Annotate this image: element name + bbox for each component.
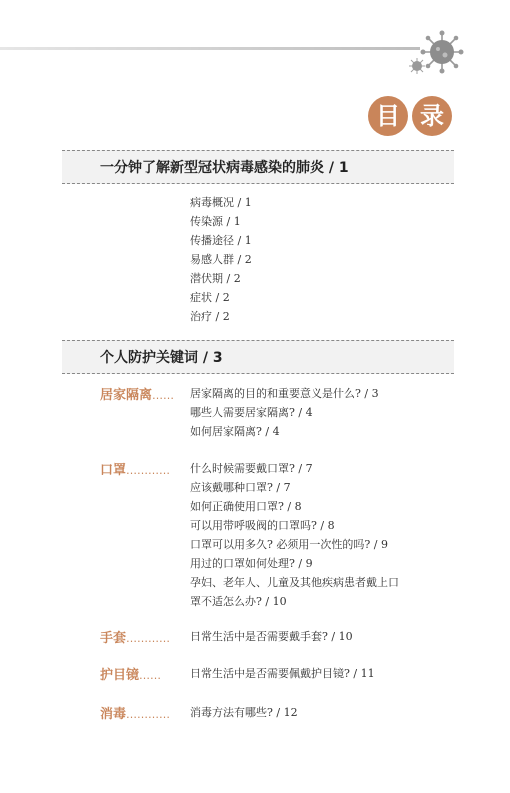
- title-char-1: 目: [368, 96, 408, 136]
- toc-item: 用过的口罩如何处理? / 9: [190, 557, 313, 570]
- topic-label-mask: [100, 459, 170, 478]
- top-divider-line: [0, 47, 420, 50]
- home-isolation-list: [190, 384, 379, 441]
- toc-item: 应该戴哪种口罩? / 7: [190, 481, 291, 494]
- leader-dots: …………: [126, 632, 171, 645]
- toc-item: 可以用带呼吸阀的口罩吗? / 8: [190, 519, 335, 532]
- title-char-2: 录: [412, 96, 452, 136]
- mask-list: [190, 459, 399, 611]
- toc-item: 传播途径 / 1: [190, 234, 252, 247]
- topic-label-text: 手套: [100, 631, 127, 646]
- toc-item: 潜伏期 / 2: [190, 272, 241, 285]
- toc-item: 居家隔离的目的和重要意义是什么? / 3: [190, 387, 379, 400]
- toc-item: 治疗 / 2: [190, 310, 230, 323]
- topic-label-gloves: [100, 627, 170, 646]
- toc-item: 传染源 / 1: [190, 215, 241, 228]
- leader-dots: …………: [126, 708, 171, 721]
- toc-item: 如何居家隔离? / 4: [190, 425, 280, 438]
- topic-label-text: 消毒: [100, 707, 127, 722]
- topic-label-text: 护目镜: [100, 668, 140, 683]
- page-title: [368, 96, 452, 136]
- gloves-list: [190, 627, 353, 646]
- toc-item: 罩不适怎么办? / 10: [190, 595, 287, 608]
- leader-dots: ……: [152, 389, 175, 402]
- toc-item: 易感人群 / 2: [190, 253, 252, 266]
- goggles-list: [190, 664, 375, 683]
- leader-dots: …………: [126, 464, 171, 477]
- toc-item: 什么时候需要戴口罩? / 7: [190, 462, 313, 475]
- toc-item: 口罩可以用多久? 必须用一次性的吗? / 9: [190, 538, 388, 551]
- toc-item: 症状 / 2: [190, 291, 230, 304]
- topic-label-text: 居家隔离: [100, 388, 153, 403]
- toc-item: 哪些人需要居家隔离? / 4: [190, 406, 313, 419]
- toc-item: 如何正确使用口罩? / 8: [190, 500, 302, 513]
- toc-item: 日常生活中是否需要戴手套? / 10: [190, 630, 353, 643]
- toc-item: 消毒方法有哪些? / 12: [190, 706, 298, 719]
- leader-dots: ……: [139, 669, 162, 682]
- toc-item: 孕妇、老年人、儿童及其他疾病患者戴上口: [190, 576, 399, 589]
- toc-item: 病毒概况 / 1: [190, 196, 252, 209]
- chapter-heading-1: 一分钟了解新型冠状病毒感染的肺炎 / 1: [62, 150, 454, 184]
- small-virus-icon: [408, 57, 426, 75]
- topic-label-goggles: [100, 664, 161, 683]
- disinfection-list: [190, 703, 298, 722]
- virus-icon: [420, 30, 464, 74]
- topic-label-home-isolation: [100, 384, 174, 403]
- topic-label-text: 口罩: [100, 463, 127, 478]
- toc-item: 日常生活中是否需要佩戴护目镜? / 11: [190, 667, 375, 680]
- chapter-heading-2: 个人防护关键词 / 3: [62, 340, 454, 374]
- topic-label-disinfection: [100, 703, 170, 722]
- chapter-1-list: [190, 193, 252, 326]
